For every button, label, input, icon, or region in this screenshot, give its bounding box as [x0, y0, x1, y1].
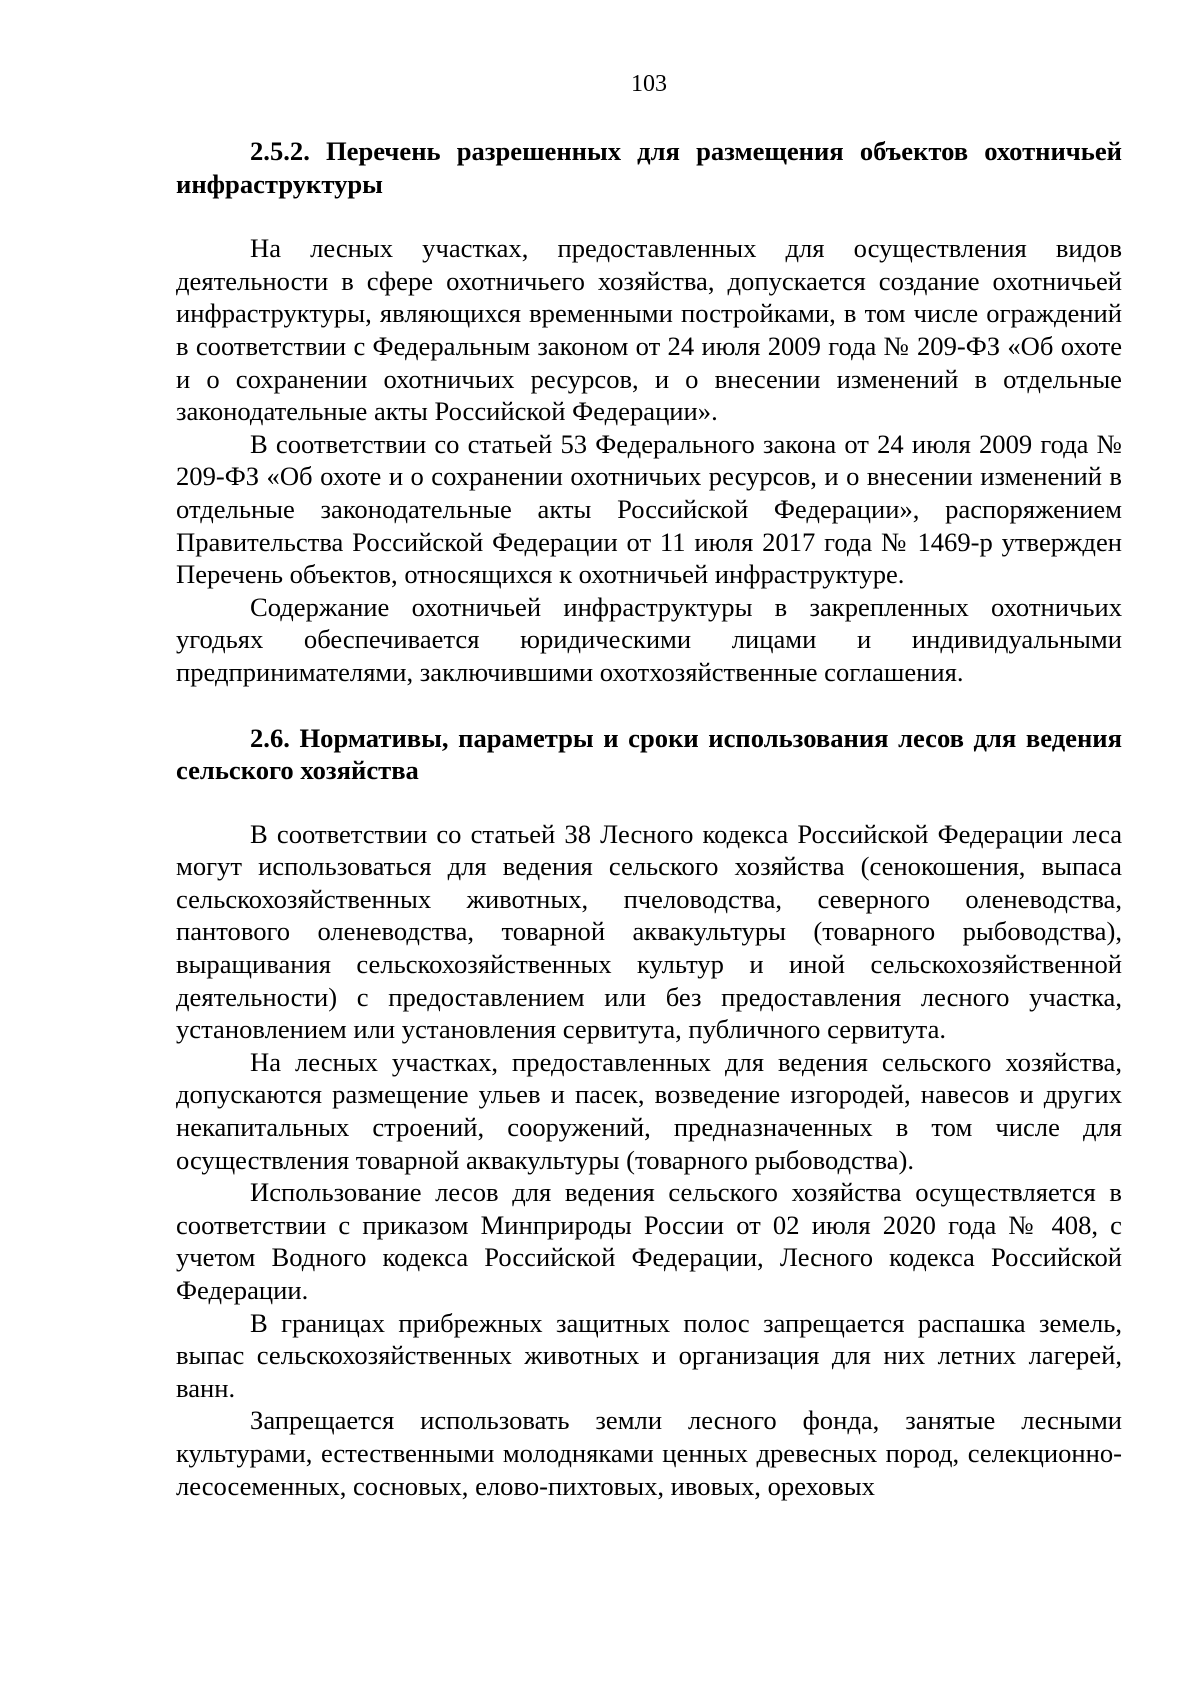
paragraph: Запрещается использовать земли лесного фонда, занятые лесными культурами, естественными молодняками ценных древесных пород, селекционно-лесосеменных, сосновых, елово-пихтовых, ивовых, ореховых — [176, 1405, 1122, 1501]
section-heading: 2.6. Нормативы, параметры и сроки использования лесов для ведения сельского хозяйства — [176, 722, 1122, 786]
section-heading: 2.5.2. Перечень разрешенных для размещения объектов охотничьей инфраструктуры — [176, 136, 1122, 199]
document-page — [176, 0, 1122, 1697]
document-content — [176, 135, 1122, 1502]
section-2-5-2 — [176, 135, 1122, 689]
paragraph: Использование лесов для ведения сельского хозяйства осуществляется в соответствии с приказом Минприроды России от 02 июля 2020 года № 408, с учетом Водного кодекса Российской Федерации, Лесного кодекса Российской Федерации. — [176, 1177, 1122, 1305]
paragraph: Содержание охотничьей инфраструктуры в закрепленных охотничьих угодьях обеспечивается юридическими лицами и индивидуальными предпринимателями, заключившими охотхозяйственные соглашения. — [176, 591, 1122, 687]
paragraph: В границах прибрежных защитных полос запрещается распашка земель, выпас сельскохозяйственных животных и организация для них летних лагерей, ванн. — [176, 1307, 1122, 1403]
paragraph: На лесных участках, предоставленных для осуществления видов деятельности в сфере охотничьего хозяйства, допускается создание охотничьей инфраструктуры, являющихся временными постройками, в том числе ограждений в соответствии с Федеральным законом от 24 июля 2009 года № 209-ФЗ «Об охоте и о сохранении охотничьих ресурсов, и о внесении изменений в отдельные законодательные акты Российской Федерации». — [176, 233, 1122, 427]
page-number: 103 — [631, 71, 667, 97]
paragraph: На лесных участках, предоставленных для ведения сельского хозяйства, допускаются размещение ульев и пасек, возведение изгородей, навесов и других некапитальных строений, сооружений, предназначенных в том числе для осуществления товарной аквакультуры (товарного рыбоводства). — [176, 1046, 1122, 1175]
paragraph: В соответствии со статьей 53 Федерального закона от 24 июля 2009 года № 209-ФЗ «Об охоте и о сохранении охотничьих ресурсов, и о внесении изменений в отдельные законодательные акты Российской Федерации», распоряжением Правительства Российской Федерации от 11 июля 2017 года № 1469-р утвержден Перечень объектов, относящихся к охотничьей инфраструктуре. — [176, 428, 1122, 590]
paragraph: В соответствии со статьей 38 Лесного кодекса Российской Федерации леса могут использоваться для ведения сельского хозяйства (сенокошения, выпаса сельскохозяйственных животных, пчеловодства, северного оленеводства, пантового оленеводства, товарной аквакультуры (товарного рыбоводства), выращивания сельскохозяйственных культур и иной сельскохозяйственной деятельности) с предоставлением или без предоставления лесного участка, установлением или установления сервитута, публичного сервитута. — [176, 818, 1122, 1045]
section-2-6 — [176, 722, 1122, 1503]
